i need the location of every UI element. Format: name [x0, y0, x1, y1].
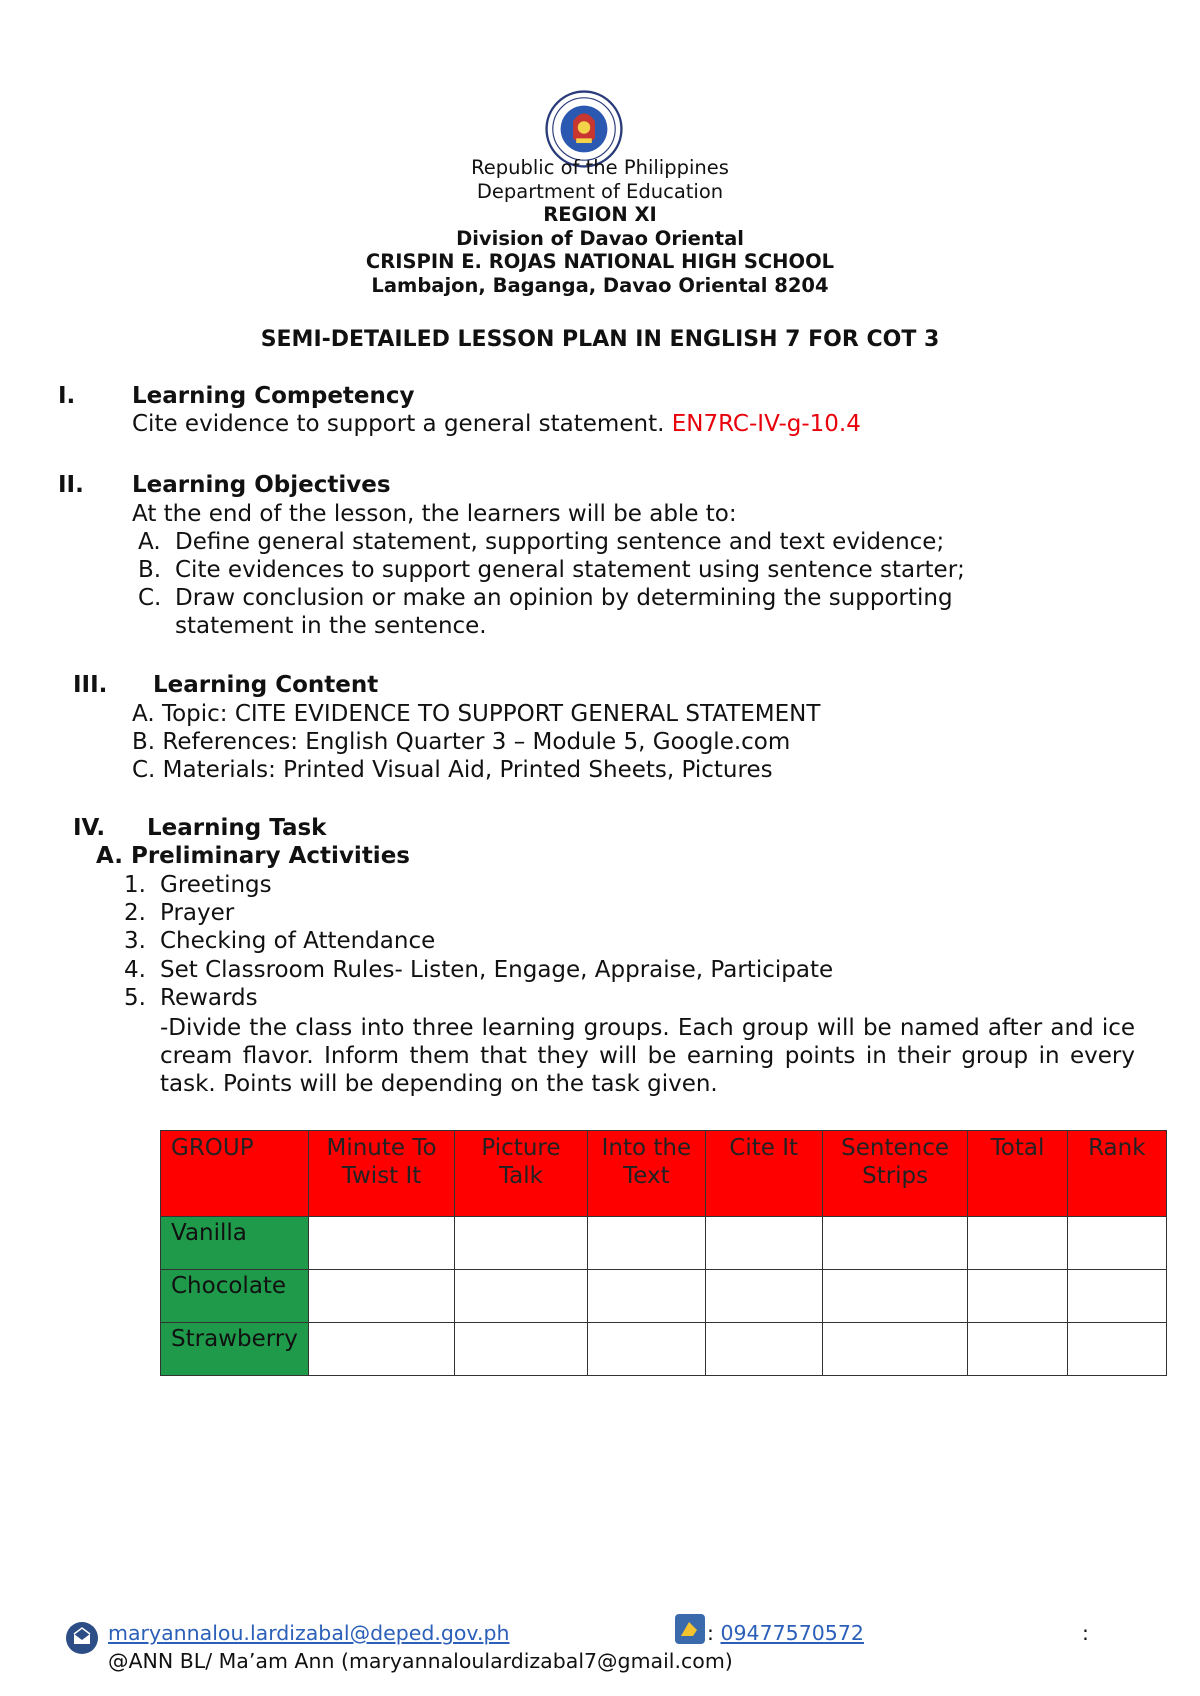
table-header-cell: Total [968, 1131, 1067, 1217]
objective-marker: A. [138, 529, 161, 555]
section-title: Learning Objectives [132, 472, 391, 498]
score-cell [309, 1217, 454, 1270]
header-line: Department of Education [476, 179, 724, 203]
score-cell [309, 1270, 454, 1323]
objective-text: Draw conclusion or make an opinion by determining the supporting [175, 585, 953, 611]
section-number: IV. [73, 815, 106, 841]
header-line: Republic of the Philippines [471, 156, 729, 179]
task-marker: 3. [124, 928, 146, 954]
document-title: SEMI-DETAILED LESSON PLAN IN ENGLISH 7 FOR COT 3 [260, 327, 940, 352]
section-title: Learning Task [147, 815, 327, 841]
table-row [161, 1217, 1167, 1270]
score-cell [822, 1270, 967, 1323]
table-header-cell: GROUP [161, 1131, 309, 1217]
score-cell [1067, 1323, 1166, 1376]
table-row [161, 1323, 1167, 1376]
score-cell [968, 1270, 1067, 1323]
group-name-cell: Chocolate [161, 1270, 309, 1323]
header-division: Division of Davao Oriental [456, 226, 744, 250]
task-marker: 1. [124, 872, 146, 898]
section-number: I. [58, 383, 76, 409]
objective-text: Cite evidences to support general statement using sentence starter; [175, 557, 965, 583]
school-header [0, 156, 1200, 297]
content-item: B. References: English Quarter 3 – Module 5, Google.com [132, 729, 791, 755]
group-name-cell: Strawberry [161, 1323, 309, 1376]
envelope-icon [66, 1622, 98, 1654]
footer-email-line [108, 1621, 509, 1645]
score-cell [588, 1270, 705, 1323]
score-cell [588, 1217, 705, 1270]
score-cell [822, 1323, 967, 1376]
task-item: Set Classroom Rules- Listen, Engage, Appraise, Participate [160, 957, 834, 983]
task-marker: 5. [124, 985, 146, 1011]
rewards-paragraph: -Divide the class into three learning groups. Each group will be named after and ice cream flavor. Inform them that they will be earning points in their group in every task. Points will be depending on the task given. [160, 1015, 1135, 1097]
task-item: Rewards [160, 985, 258, 1011]
table-header-cell: Cite It [705, 1131, 822, 1217]
objectives-intro: At the end of the lesson, the learners will be able to: [132, 501, 737, 527]
objective-text: Define general statement, supporting sentence and text evidence; [175, 529, 945, 555]
header-address: Lambajon, Baganga, Davao Oriental 8204 [371, 273, 829, 297]
competency-text [132, 411, 861, 437]
objective-marker: C. [138, 585, 162, 611]
task-marker: 2. [124, 900, 146, 926]
score-cell [822, 1217, 967, 1270]
score-cell [968, 1217, 1067, 1270]
objective-marker: B. [138, 557, 162, 583]
footer-social: @ANN BL/ Ma’am Ann (maryannaloulardizabal7@gmail.com) [108, 1649, 733, 1673]
competency-code: EN7RC-IV-g-10.4 [671, 411, 861, 437]
score-cell [705, 1217, 822, 1270]
competency-statement: Cite evidence to support a general statement. [132, 411, 665, 437]
task-marker: 4. [124, 957, 146, 983]
table-header-cell: Rank [1067, 1131, 1166, 1217]
section-title: Learning Competency [132, 383, 415, 409]
table-header-cell: Into the Text [588, 1131, 705, 1217]
section-number: II. [58, 472, 84, 498]
section-title: Learning Content [153, 672, 379, 698]
score-cell [309, 1323, 454, 1376]
score-cell [705, 1270, 822, 1323]
score-cell [968, 1323, 1067, 1376]
score-cell [454, 1323, 587, 1376]
task-item: Prayer [160, 900, 235, 926]
email-link[interactable]: maryannalou.lardizabal@deped.gov.ph [108, 1621, 510, 1645]
header-region: REGION XI [543, 203, 657, 226]
content-item: A. Topic: CITE EVIDENCE TO SUPPORT GENERAL STATEMENT [132, 701, 821, 727]
footer-phone-line [707, 1621, 864, 1645]
subsection-title: A. Preliminary Activities [96, 843, 410, 869]
table-row [161, 1270, 1167, 1323]
score-cell [454, 1217, 587, 1270]
score-cell [454, 1270, 587, 1323]
objective-text-continued: statement in the sentence. [175, 613, 487, 639]
score-cell [1067, 1270, 1166, 1323]
footer-trailing-colon: : [1082, 1621, 1089, 1645]
group-score-table [160, 1130, 1167, 1376]
header-school: CRISPIN E. ROJAS NATIONAL HIGH SCHOOL [365, 250, 835, 273]
phone-prefix: : [707, 1621, 714, 1645]
group-name-cell: Vanilla [161, 1217, 309, 1270]
score-cell [1067, 1217, 1166, 1270]
table-header-row [161, 1131, 1167, 1217]
content-item: C. Materials: Printed Visual Aid, Printed Sheets, Pictures [132, 757, 773, 783]
table-header-cell: Minute To Twist It [309, 1131, 454, 1217]
score-cell [588, 1323, 705, 1376]
table-header-cell: Sentence Strips [822, 1131, 967, 1217]
task-item: Checking of Attendance [160, 928, 436, 954]
task-item: Greetings [160, 872, 272, 898]
table-header-cell: Picture Talk [454, 1131, 587, 1217]
phone-icon [675, 1614, 705, 1644]
score-cell [705, 1323, 822, 1376]
phone-link[interactable]: 09477570572 [720, 1621, 864, 1645]
section-number: III. [73, 672, 108, 698]
